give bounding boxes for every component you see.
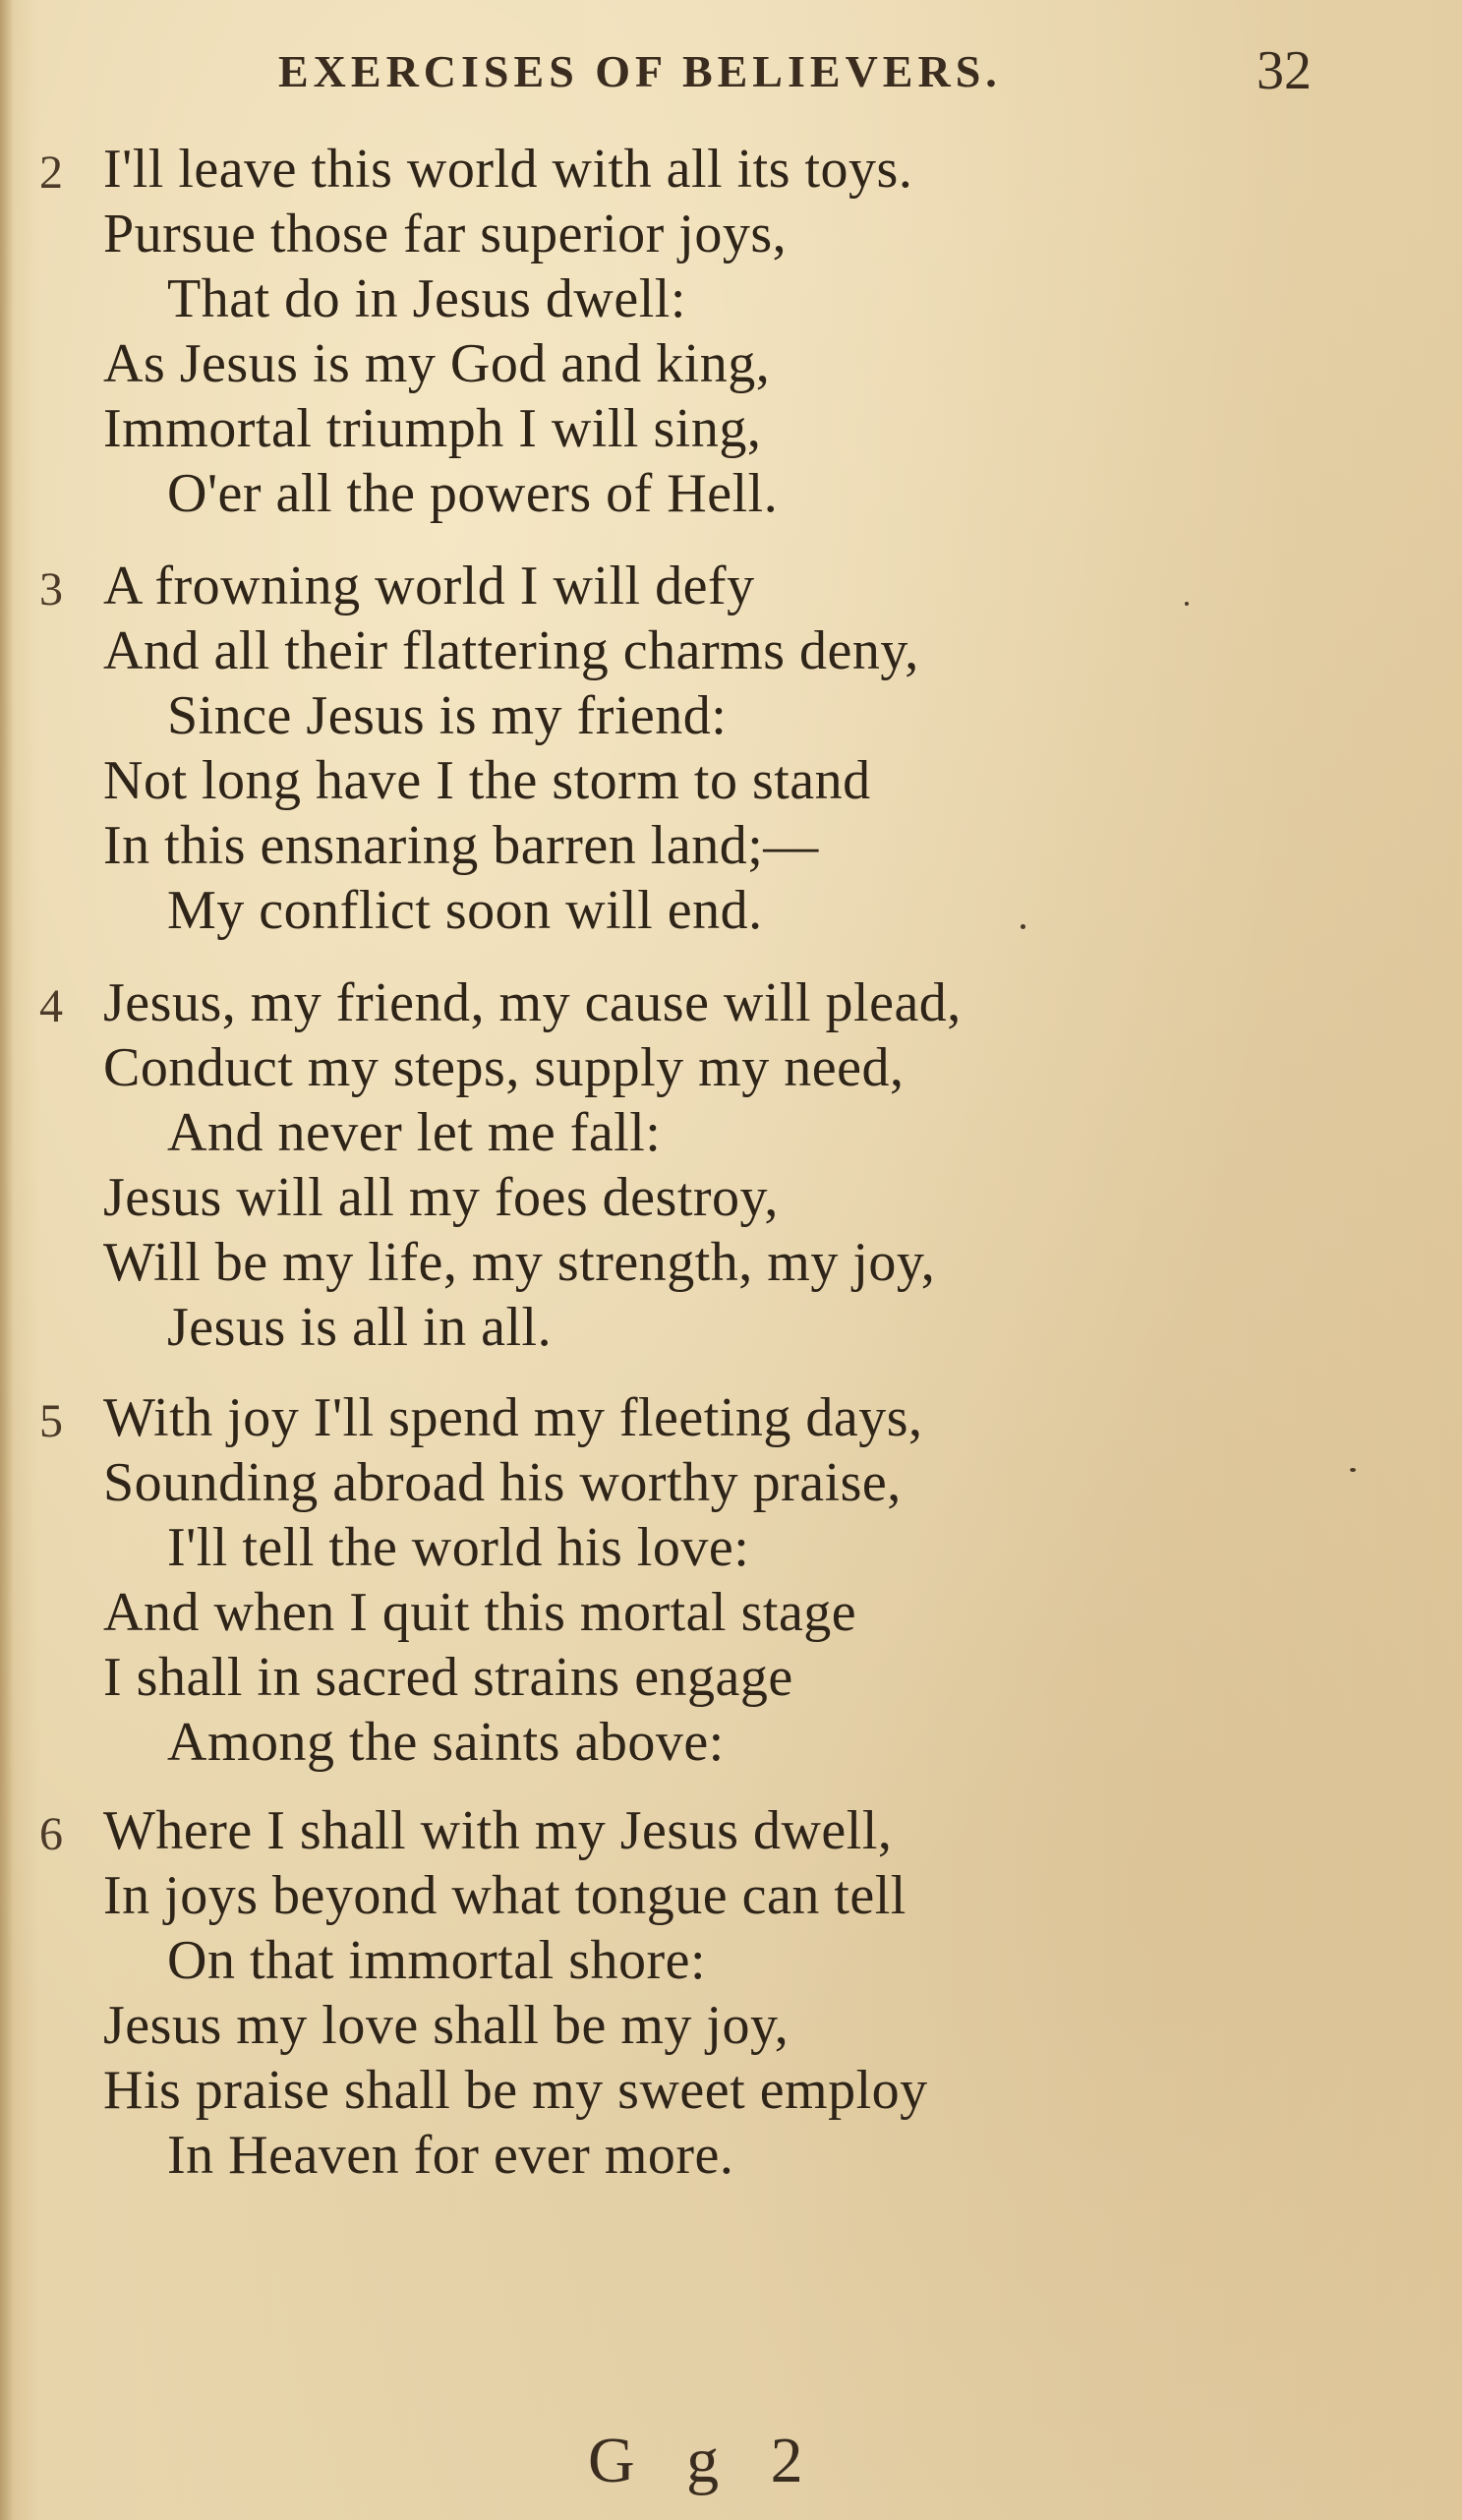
stanza-number: 6 (39, 1808, 63, 1860)
signature-mark: G g 2 (588, 2425, 821, 2496)
ink-speck (1021, 924, 1025, 929)
verse-line: In joys beyond what tongue can tell (103, 1865, 906, 1926)
stanza-number: 2 (39, 147, 63, 199)
running-title: EXERCISES OF BELIEVERS. (278, 46, 1002, 96)
verse-line: I'll leave this world with all its toys. (103, 139, 913, 200)
verse-line: Where I shall with my Jesus dwell, (103, 1800, 893, 1861)
verse-line: My conflict soon will end. (167, 880, 763, 941)
verse-line: His praise shall be my sweet employ (103, 2060, 928, 2121)
page-gutter (0, 0, 14, 2520)
verse-line: I'll tell the world his love: (167, 1517, 750, 1578)
verse-line: With joy I'll spend my fleeting days, (103, 1387, 923, 1448)
verse-line: Not long have I the storm to stand (103, 750, 871, 811)
stanza-number: 5 (39, 1395, 63, 1447)
verse-line: That do in Jesus dwell: (167, 268, 686, 329)
stanza-number: 3 (39, 563, 63, 615)
verse-line: Jesus my love shall be my joy, (103, 1995, 789, 2056)
verse-line: Since Jesus is my friend: (167, 685, 728, 746)
verse-line: Conduct my steps, supply my need, (103, 1037, 905, 1098)
page-number: 32 (1257, 40, 1312, 101)
ink-speck (1350, 1468, 1356, 1472)
verse-line: Among the saints above: (167, 1712, 725, 1773)
page-header (0, 40, 1462, 114)
verse-line: In this ensnaring barren land;— (103, 815, 819, 876)
verse-line: In Heaven for ever more. (167, 2125, 734, 2186)
verse-line: A frowning world I will defy (103, 556, 755, 616)
verse-line: Jesus will all my foes destroy, (103, 1167, 779, 1228)
verse-line: On that immortal shore: (167, 1930, 707, 1991)
verse-line: And never let me fall: (167, 1102, 662, 1163)
verse-line: Sounding abroad his worthy praise, (103, 1452, 902, 1513)
stanza-number: 4 (39, 980, 63, 1032)
verse-line: Will be my life, my strength, my joy, (103, 1232, 936, 1293)
verse-line: Pursue those far superior joys, (103, 204, 788, 264)
ink-speck (1185, 602, 1189, 606)
verse-line: As Jesus is my God and king, (103, 333, 771, 394)
verse-line: I shall in sacred strains engage (103, 1647, 793, 1708)
verse-line: Jesus is all in all. (167, 1297, 553, 1358)
verse-line: Jesus, my friend, my cause will plead, (103, 972, 962, 1033)
verse-line: And all their flattering charms deny, (103, 620, 919, 681)
verse-line: And when I quit this mortal stage (103, 1582, 857, 1643)
verse-line: Immortal triumph I will sing, (103, 398, 762, 459)
verse-line: O'er all the powers of Hell. (167, 463, 779, 524)
